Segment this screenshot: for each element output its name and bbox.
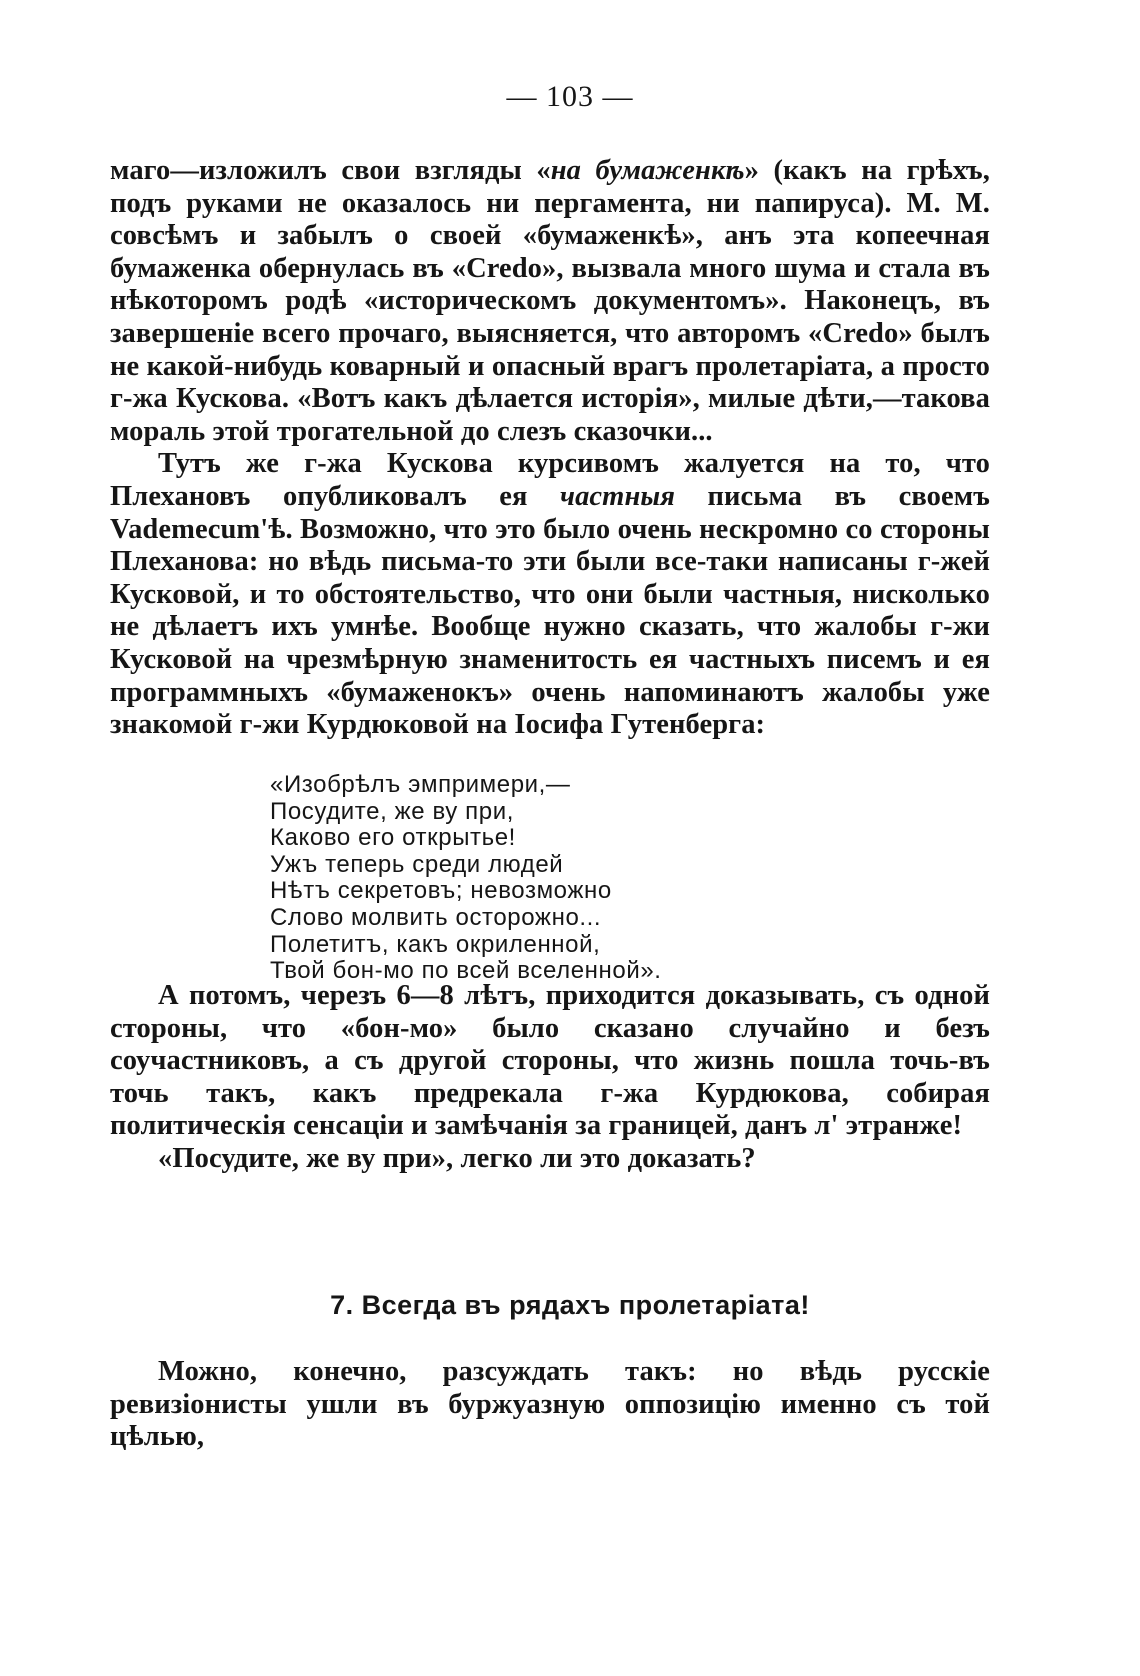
text-block-middle xyxy=(110,980,990,1176)
poem-line: Слово молвить осторожно... xyxy=(270,903,602,931)
text-block-lower xyxy=(110,1356,990,1454)
paragraph-2 xyxy=(110,448,990,741)
paragraph-1-tail: » (какъ на грѣхъ, подъ руками не оказалось ни пергамента, ни папируса). М. М. совсѣмъ и забылъ о своей «бумаженкѣ», анъ эта копеечная бумаженка обернулась въ «Credo», вызвала много шума и стала въ нѣкоторомъ родѣ «историческомъ документомъ». Наконецъ, въ завершеніе всего прочаго, выясняется, что авторомъ «Credo» былъ не какой-нибудь коварный и опасный врагъ пролетаріата, а просто г-жа Кускова. «Вотъ какъ дѣлается исторія», милые дѣти,—такова мораль этой трогательной до слезъ сказочки... xyxy=(110,155,990,447)
poem-line: Посудите, же ву при, xyxy=(270,797,514,825)
poem-line: Нѣтъ секретовъ; невозможно xyxy=(270,877,612,905)
paragraph-2-tail: письма въ своемъ Vademecum'ѣ. Возможно, что это было очень нескромно со стороны Плеханова: но вѣдь письма-то эти были все-таки написаны г-жей Кусковой, и то обстоятельство, что они были частныя, нисколько не дѣлаетъ ихъ умнѣе. Вообще нужно сказать, что жалобы г-жи Кусковой на чрезмѣрную знаменитость ея частныхъ писемъ и ея программныхъ «бумаженокъ» очень напоминаютъ жалобы уже знакомой г-жи Курдюковой на Іосифа Гутенберга: xyxy=(110,480,990,741)
paragraph-5: Можно, конечно, разсуждать такъ: но вѣдь русскіе ревизіонисты ушли въ буржуазную оппозицію именно съ той цѣлью, xyxy=(110,1356,990,1453)
paragraph-3: А потомъ, черезъ 6—8 лѣтъ, приходится доказывать, съ одной стороны, что «бон-мо» было сказано случайно и безъ соучастниковъ, а съ другой стороны, что жизнь пошла точь-въ точь такъ, какъ предрекала г-жа Курдюкова, собирая политическія сенсаціи и замѣчанія за границей, данъ л' этранже! xyxy=(110,980,990,1142)
poem-line: Каково его открытье! xyxy=(270,824,516,852)
page-number: — 103 — xyxy=(506,80,634,113)
paragraph-1 xyxy=(110,155,990,448)
text-block-upper xyxy=(110,155,990,742)
poem-line: Твой бон-мо по всей вселенной». xyxy=(270,957,662,985)
poem-line: «Изобрѣлъ эмпримери,— xyxy=(270,771,571,798)
paragraph-1-emphasis: на бумаженкѣ xyxy=(550,155,745,186)
poem-line: Ужъ теперь среди людей xyxy=(270,850,564,878)
section-heading: 7. Всегда въ рядахъ пролетаріата! xyxy=(330,1290,810,1320)
paragraph-2-emphasis: частныя xyxy=(560,480,676,512)
poem-line: Полетитъ, какъ окриленной, xyxy=(270,930,601,958)
paragraph-2-lead: Тутъ же г-жа Кускова курсивомъ жалуется на то, что Плехановъ опубликовалъ ея xyxy=(110,448,990,512)
poem-quote xyxy=(270,772,662,985)
paragraph-1-lead: маго—изложилъ свои взгляды « xyxy=(110,155,551,186)
paragraph-4: «Посудите, же ву при», легко ли это доказать? xyxy=(158,1142,756,1174)
